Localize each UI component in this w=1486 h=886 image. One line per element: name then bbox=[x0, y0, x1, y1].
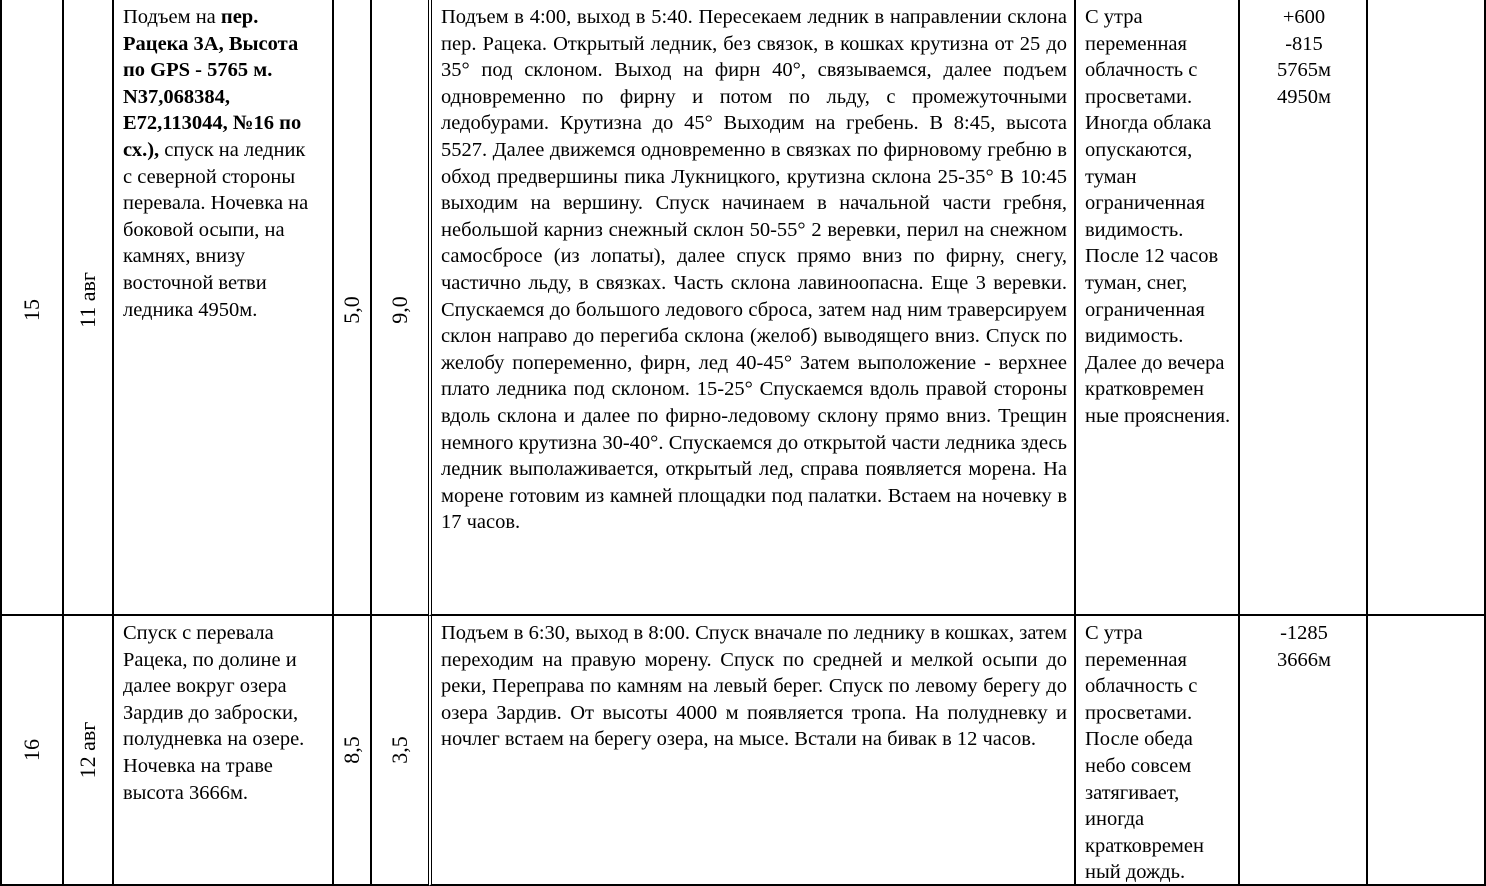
hours-cell bbox=[332, 616, 370, 886]
weather-cell bbox=[1074, 616, 1238, 886]
day-number: 15 bbox=[19, 299, 44, 321]
route-text: Спуск с перевала Рацека, по долине и далее вокруг озера Зардив до заброски, полудневка на озере. Ночевка на траве высота 3666м. bbox=[123, 622, 305, 804]
altitude-camp: 4950м bbox=[1277, 85, 1331, 108]
altitude-list bbox=[1240, 4, 1368, 110]
altitude-camp: 3666м bbox=[1277, 648, 1331, 671]
weather-cell bbox=[1074, 0, 1238, 616]
date: 11 авг bbox=[75, 272, 100, 328]
distance-value: 9,0 bbox=[387, 296, 412, 324]
route-bold: пер. Рацека 3А, Высота по GPS - 5765 м. N37,068384, E72,113044, №16 по сх.), bbox=[123, 6, 302, 161]
altitude-cell bbox=[1238, 0, 1366, 616]
date-cell bbox=[62, 616, 112, 886]
route-text bbox=[123, 4, 319, 323]
route-cell bbox=[112, 0, 332, 616]
day-number-cell bbox=[0, 616, 62, 886]
altitude-max: 5765м bbox=[1277, 59, 1331, 82]
date-cell bbox=[62, 0, 112, 616]
weather-text: С утра переменная облачность с просветами. После обеда небо совсем затягивает, иногда кратковремен ный дождь. bbox=[1085, 622, 1204, 884]
description-cell bbox=[428, 616, 1074, 886]
table-row bbox=[0, 616, 1486, 886]
distance-cell bbox=[370, 616, 428, 886]
hours-cell bbox=[332, 0, 370, 616]
altitude-gain: +600 bbox=[1282, 6, 1326, 28]
hours-value: 8,5 bbox=[339, 736, 364, 764]
route-suffix: спуск на ледник с северной стороны перевала. Ночевка на боковой осыпи, на камнях, внизу восточной ветви ледника 4950м. bbox=[123, 138, 309, 321]
route-prefix: Подъем на bbox=[123, 6, 221, 28]
date: 12 авг bbox=[75, 721, 100, 779]
day-number-cell bbox=[0, 0, 62, 616]
description-cell bbox=[428, 0, 1074, 616]
notes-cell bbox=[1366, 0, 1486, 616]
distance-cell bbox=[370, 0, 428, 616]
day-number: 16 bbox=[19, 739, 44, 761]
description-text: Подъем в 6:30, выход в 8:00. Спуск вначале по леднику в кошках, затем переходим на правую морену. Спуск по средней и мелкой осыпи до реки, Переправа по камням на левый берег. Спуск по левому берегу до озера Зардив. От высоты 4000 м появляется тропа. На полудневку и ночлег встаем на берегу озера, на мысе. Встали на бивак в 12 часов. bbox=[441, 622, 1067, 751]
altitude-cell bbox=[1238, 616, 1366, 886]
altitude-list bbox=[1240, 620, 1368, 673]
route-cell bbox=[112, 616, 332, 886]
hours-value: 5,0 bbox=[339, 296, 364, 324]
altitude-loss: -815 bbox=[1285, 32, 1323, 55]
description-text: Подъем в 4:00, выход в 5:40. Пересекаем ледник в направлении склона пер. Рацека. Открытый ледник, без связок, в кошках крутизна от 25 до 35° под склоном. Выход на фирн 40°, связываемся, далее подъем одновременно по фирну и потом по льду, с промежуточными ледобурами. Крутизна до 45° Выходим на гребень. В 8:45, высота 5527. Далее движемся одновременно в связках по фирновому гребню в обход предвершины пика Лукницкого, крутизна склона 25-35° В 10:45 выходим на вершину. Спуск начинаем в начальной части гребня, небольшой карниз снежный склон 50-55° 2 веревки, перил на снежном самосбросе (из лопаты), далее спуск прямо вниз по фирну, снегу, частично льду, в связках. Часть склона лавиноопасна. Еще 3 веревки. Спускаемся до большого ледового сброса, затем над ним траверсируем склон направо до перегиба склона (желоб) выводящего вниз. Спуск по желобу попеременно, фирн, лед 40-45° Затем выположение - верхнее плато ледника под склоном. 15-25° Спускаемся вдоль правой стороны вдоль склона и далее по фирно-ледовому склону прямо вниз. Трещин немного крутизна 30-40°. Спускаемся до открытой части ледника здесь ледник выполаживается, открытый лед, справа появляется морена. На морене готовим из камней площадки под палатки. Встаем на ночевку в 17 часов. bbox=[441, 6, 1067, 534]
notes-cell bbox=[1366, 616, 1486, 886]
distance-value: 3,5 bbox=[387, 736, 412, 764]
altitude-loss: -1285 bbox=[1280, 622, 1328, 644]
weather-text: С утра переменная облачность с просветами. Иногда облака опускаются, туман ограниченная видимость. После 12 часов туман, снег, ограниченная видимость. Далее до вечера кратковремен ные прояснения. bbox=[1085, 6, 1231, 427]
